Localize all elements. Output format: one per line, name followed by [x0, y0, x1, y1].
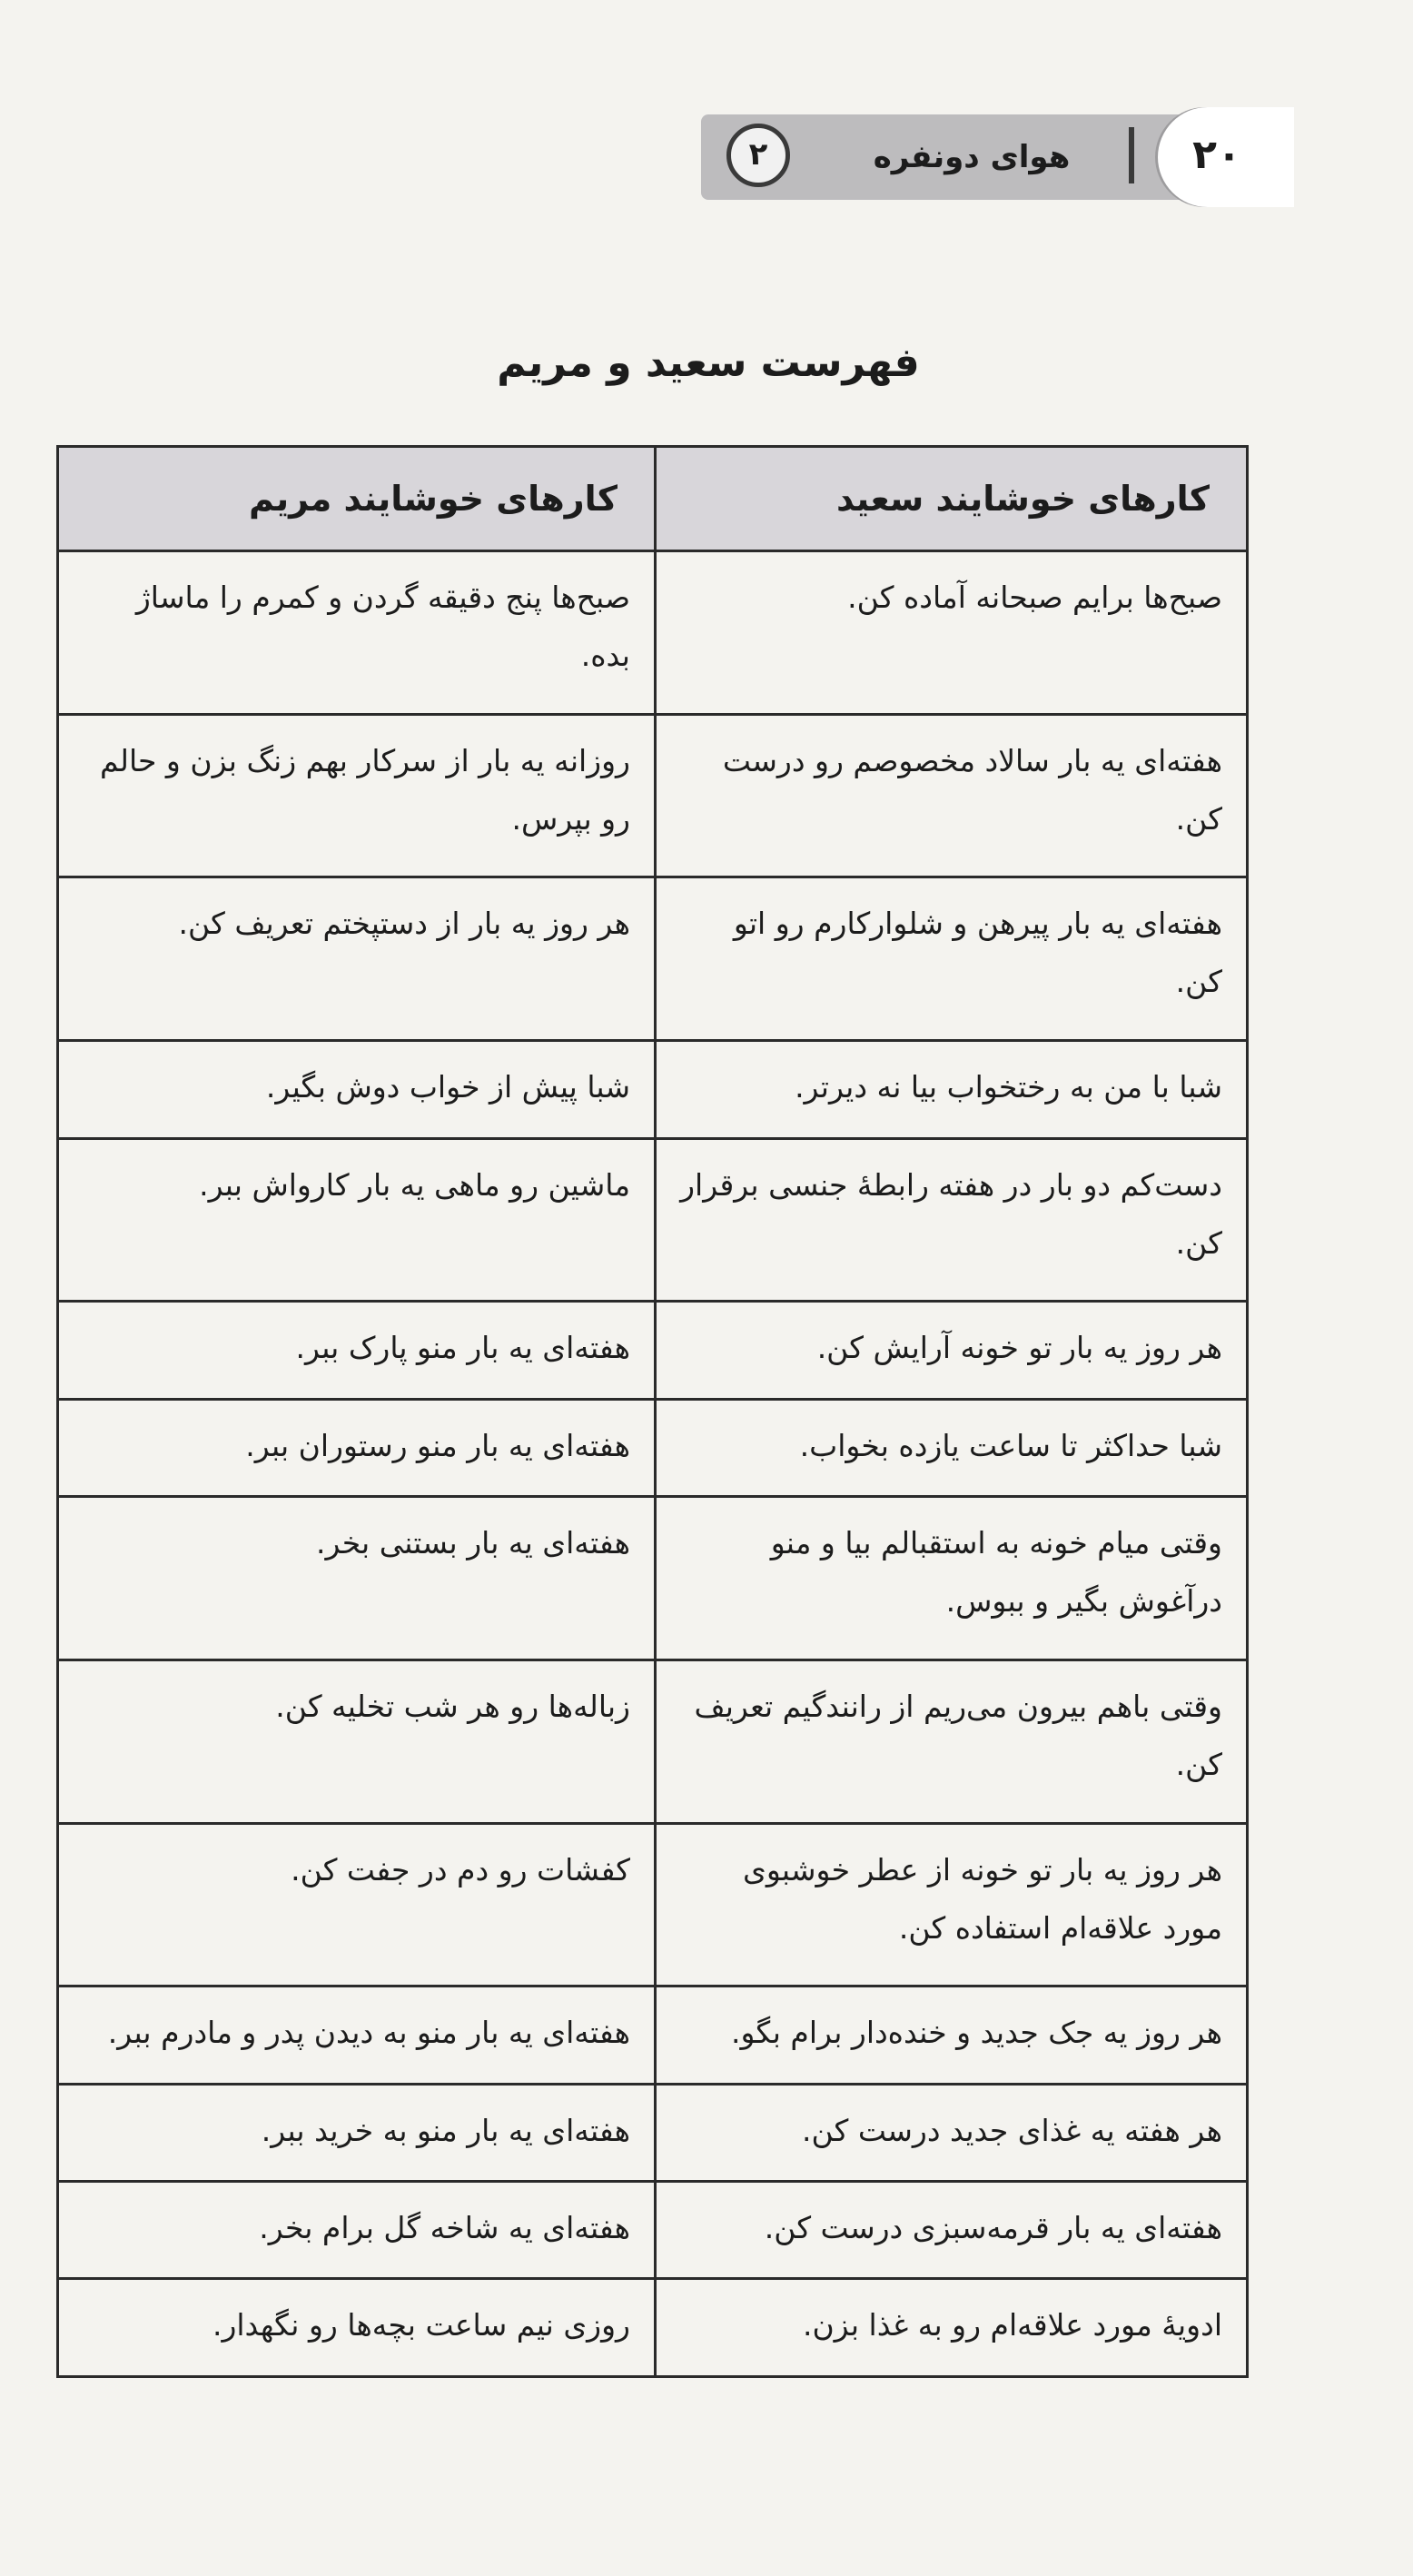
- maryam-item: هر روز یه بار از دستپختم تعریف کن.: [58, 877, 656, 1041]
- saeed-item: وقتی باهم بیرون می‌ریم از رانندگیم تعریف کن.: [656, 1660, 1248, 1823]
- table-row: [58, 1660, 1248, 1823]
- saeed-item: شبا حداکثر تا ساعت یازده بخواب.: [656, 1399, 1248, 1496]
- column-header-saeed: کارهای خوشایند سعید: [656, 447, 1248, 551]
- maryam-item: صبح‌ها پنج دقیقه گردن و کمرم را ماساژ بده.: [58, 551, 656, 715]
- list-title: فهرست سعید و مریم: [497, 340, 920, 386]
- maryam-item: روزی نیم ساعت بچه‌ها رو نگهدار.: [58, 2279, 656, 2377]
- table-row: [58, 1823, 1248, 1986]
- maryam-item: ماشین رو ماهی یه بار کارواش ببر.: [58, 1138, 656, 1302]
- saeed-item: دست‌کم دو بار در هفته رابطهٔ جنسی برقرار کن.: [656, 1138, 1248, 1302]
- table-row: [58, 2182, 1248, 2279]
- maryam-item: هفته‌ای یه شاخه گل برام بخر.: [58, 2182, 656, 2279]
- page-number: ۲۰: [1192, 132, 1241, 178]
- saeed-item: هر روز یه بار تو خونه از عطر خوشبوی مورد علاقه‌ام استفاده کن.: [656, 1823, 1248, 1986]
- maryam-item: هفته‌ای یه بار منو رستوران ببر.: [58, 1399, 656, 1496]
- table-header-row: [58, 447, 1248, 551]
- table-row: [58, 1138, 1248, 1302]
- table-row: [58, 1986, 1248, 2084]
- saeed-item: شبا با من به رختخواب بیا نه دیرتر.: [656, 1041, 1248, 1138]
- table-row: [58, 2279, 1248, 2377]
- maryam-item: کفشات رو دم در جفت کن.: [58, 1823, 656, 1986]
- saeed-item: صبح‌ها برایم صبحانه آماده کن.: [656, 551, 1248, 715]
- maryam-item: روزانه یه بار از سرکار بهم زنگ بزن و حالم رو بپرس.: [58, 714, 656, 877]
- header-divider: [1129, 127, 1134, 183]
- saeed-item: هفته‌ای یه بار سالاد مخصوصم رو درست کن.: [656, 714, 1248, 877]
- table-row: [58, 1302, 1248, 1399]
- maryam-item: هفته‌ای یه بار منو به دیدن پدر و مادرم ببر.: [58, 1986, 656, 2084]
- column-header-maryam: کارهای خوشایند مریم: [58, 447, 656, 551]
- saeed-item: ادویهٔ مورد علاقه‌ام رو به غذا بزن.: [656, 2279, 1248, 2377]
- table-row: [58, 714, 1248, 877]
- maryam-item: هفته‌ای یه بار بستنی بخر.: [58, 1497, 656, 1660]
- maryam-item: هفته‌ای یه بار منو به خرید ببر.: [58, 2084, 656, 2181]
- table-row: [58, 2084, 1248, 2181]
- saeed-item: هر هفته یه غذای جدید درست کن.: [656, 2084, 1248, 2181]
- book-title: هوای دونفره: [873, 139, 1071, 175]
- saeed-item: هر روز یه بار تو خونه آرایش کن.: [656, 1302, 1248, 1399]
- chapter-number-badge: ۲: [726, 124, 790, 187]
- maryam-item: شبا پیش از خواب دوش بگیر.: [58, 1041, 656, 1138]
- maryam-item: هفته‌ای یه بار منو پارک ببر.: [58, 1302, 656, 1399]
- preferences-table: [56, 445, 1249, 2378]
- table-row: [58, 551, 1248, 715]
- table-row: [58, 1041, 1248, 1138]
- table-row: [58, 1399, 1248, 1496]
- table-row: [58, 1497, 1248, 1660]
- saeed-item: هفته‌ای یه بار پیرهن و شلوارکارم رو اتو کن.: [656, 877, 1248, 1041]
- saeed-item: هر روز یه جک جدید و خنده‌دار برام بگو.: [656, 1986, 1248, 2084]
- table-row: [58, 877, 1248, 1041]
- maryam-item: زباله‌ها رو هر شب تخلیه کن.: [58, 1660, 656, 1823]
- saeed-item: وقتی میام خونه به استقبالم بیا و منو درآغوش بگیر و ببوس.: [656, 1497, 1248, 1660]
- saeed-item: هفته‌ای یه بار قرمه‌سبزی درست کن.: [656, 2182, 1248, 2279]
